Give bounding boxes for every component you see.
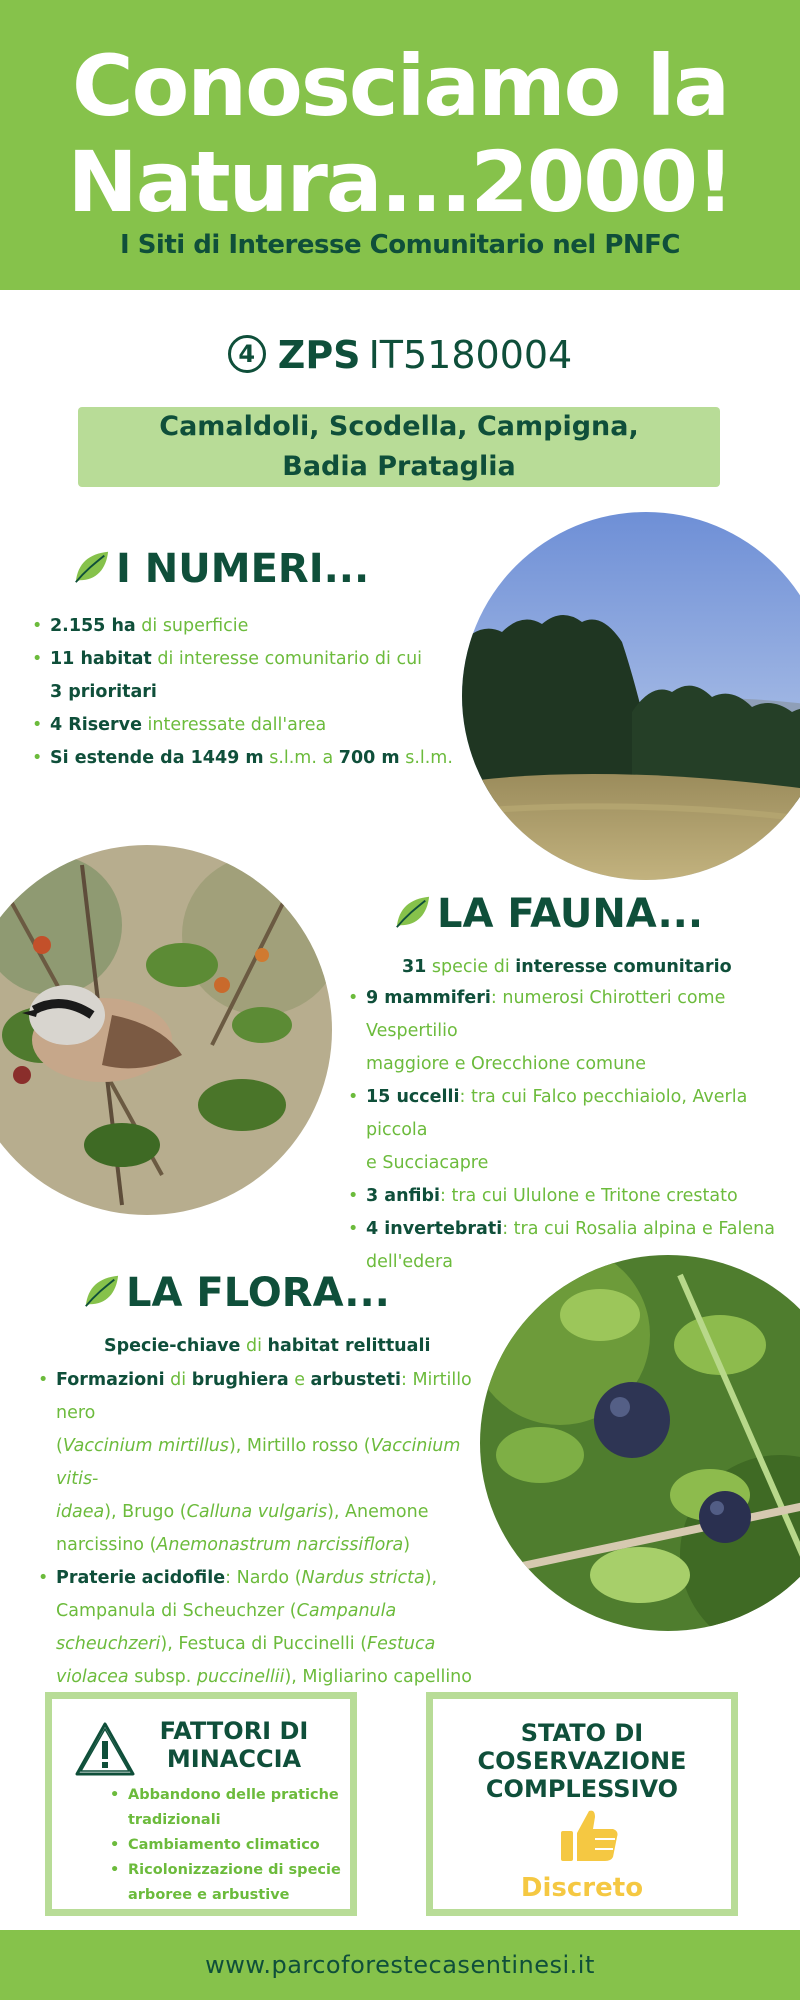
footer bbox=[0, 1930, 800, 2000]
site-name-line-2: Badia Prataglia bbox=[282, 451, 516, 482]
conservation-box bbox=[426, 1692, 738, 1916]
threats-list bbox=[108, 1783, 348, 1908]
flora-summary: Specie-chiave di habitat relittuali bbox=[104, 1336, 431, 1356]
list-item: • Abbandono delle pratiche tradizionali bbox=[108, 1783, 348, 1833]
leaf-icon bbox=[72, 548, 110, 596]
title-line-1: Conosciamo la bbox=[71, 37, 729, 135]
site-number-badge: 4 bbox=[228, 335, 266, 373]
page-title bbox=[0, 38, 800, 230]
leaf-icon bbox=[82, 1272, 120, 1320]
fauna-summary: 31 specie di interesse comunitario bbox=[402, 957, 732, 977]
numeri-title-text: I NUMERI... bbox=[116, 546, 370, 592]
list-item: • Praterie acidofile: Nardo (Nardus stricta), Campanula di Scheuchzer (Campanula scheuchzeri), Festuca di Puccinelli (Festuca violacea subsp. puccinellii), Migliarino capellino bbox=[36, 1562, 476, 1727]
list-item: • 9 mammiferi: numerosi Chirotteri come Vespertilio maggiore e Orecchione comune bbox=[346, 982, 786, 1081]
flora-list bbox=[36, 1364, 476, 1727]
conservation-title: STATO DI COSERVAZIONE COMPLESSIVO bbox=[477, 1719, 687, 1803]
numeri-title bbox=[72, 546, 369, 596]
flora-title-text: LA FLORA... bbox=[126, 1270, 390, 1316]
list-item: • Cambiamento climatico bbox=[108, 1833, 348, 1858]
header-banner bbox=[0, 0, 800, 290]
site-name-line-1: Camaldoli, Scodella, Campigna, bbox=[159, 411, 639, 442]
threats-title: FATTORI DI MINACCIA bbox=[159, 1717, 309, 1773]
site-id: IT5180004 bbox=[368, 333, 573, 377]
list-item: • Formazioni di brughiera e arbusteti: Mirtillo nero (Vaccinium mirtillus), Mirtillo rosso (Vaccinium vitis- idaea), Brugo (Calluna vulgaris), Anemone narcissino (Anemonastrum narcissiflora) bbox=[36, 1364, 476, 1562]
blueberry-photo bbox=[480, 1255, 800, 1631]
site-code bbox=[0, 333, 800, 377]
page-subtitle: I Siti di Interesse Comunitario nel PNFC bbox=[119, 230, 681, 260]
list-item: • 4 Riserve interessate dall'area bbox=[30, 709, 460, 742]
numeri-list bbox=[30, 610, 460, 775]
flora-title bbox=[82, 1270, 390, 1320]
conservation-value: Discreto bbox=[520, 1873, 644, 1903]
list-item: • 11 habitat di interesse comunitario di cui 3 prioritari bbox=[30, 643, 460, 709]
bird-photo bbox=[0, 845, 332, 1215]
fauna-list bbox=[346, 982, 786, 1279]
fauna-title-text: LA FAUNA... bbox=[437, 891, 704, 937]
leaf-icon bbox=[393, 893, 431, 941]
list-item: • 15 uccelli: tra cui Falco pecchiaiolo, Averla piccola e Succiacapre bbox=[346, 1081, 786, 1180]
threats-box bbox=[45, 1692, 357, 1916]
fauna-title bbox=[393, 891, 703, 941]
title-line-2: Natura...2000! bbox=[67, 133, 733, 231]
list-item: • 4 invertebrati: tra cui Rosalia alpina e Falena dell'edera bbox=[346, 1213, 786, 1279]
landscape-photo bbox=[462, 512, 800, 880]
site-name-box bbox=[78, 407, 720, 487]
list-item: • 2.155 ha di superficie bbox=[30, 610, 460, 643]
list-item: • 3 anfibi: tra cui Ululone e Tritone crestato bbox=[346, 1180, 786, 1213]
warning-icon bbox=[74, 1721, 136, 1781]
site-type: ZPS bbox=[277, 333, 361, 377]
list-item: • Ricolonizzazione di specie arboree e arbustive bbox=[108, 1858, 348, 1908]
thumbs-up-icon bbox=[559, 1807, 619, 1867]
website-link[interactable]: www.parcoforestecasentinesi.it bbox=[205, 1951, 595, 1979]
list-item: • Si estende da 1449 m s.l.m. a 700 m s.l.m. bbox=[30, 742, 460, 775]
